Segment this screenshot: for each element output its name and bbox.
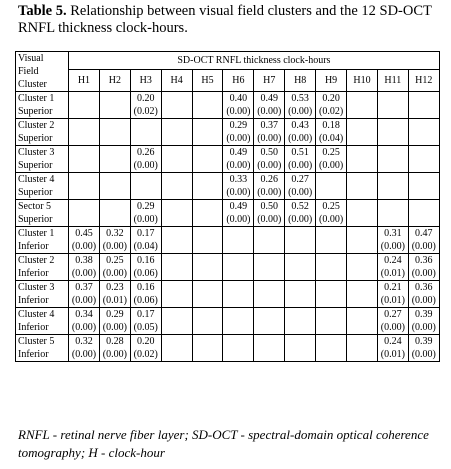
table-cell: 0.17 (0.05) <box>130 308 161 335</box>
table-cell <box>347 200 378 227</box>
table-cell <box>130 119 161 146</box>
row-label: Cluster 5 Inferior <box>16 335 69 362</box>
table-cell: 0.18 (0.04) <box>316 119 347 146</box>
table-row <box>16 335 440 362</box>
table-cell: 0.37 (0.00) <box>69 281 100 308</box>
table-row <box>16 200 440 227</box>
column-header: H8 <box>285 69 316 92</box>
table-cell: 0.49 (0.00) <box>223 200 254 227</box>
table-cell <box>347 254 378 281</box>
data-table <box>15 51 440 362</box>
table-cell <box>408 146 439 173</box>
table-cell <box>316 281 347 308</box>
table-cell <box>316 173 347 200</box>
table-caption <box>18 3 438 37</box>
table-cell <box>161 227 192 254</box>
table-cell <box>192 146 223 173</box>
row-label: Cluster 4 Inferior <box>16 308 69 335</box>
table-cell <box>285 308 316 335</box>
table-cell: 0.29 (0.00) <box>99 308 130 335</box>
table-cell <box>99 173 130 200</box>
table-cell: 0.32 (0.00) <box>69 335 100 362</box>
row-label: Cluster 1 Superior <box>16 92 69 119</box>
column-header: H6 <box>223 69 254 92</box>
table-cell: 0.16 (0.06) <box>130 254 161 281</box>
table-cell <box>192 308 223 335</box>
column-header: H11 <box>377 69 408 92</box>
table-cell <box>192 254 223 281</box>
table-cell <box>161 173 192 200</box>
table-cell: 0.32 (0.00) <box>99 227 130 254</box>
table-cell: 0.33 (0.00) <box>223 173 254 200</box>
table-cell: 0.52 (0.00) <box>285 200 316 227</box>
header-row-top <box>16 52 440 70</box>
table-cell <box>192 119 223 146</box>
table-cell <box>161 146 192 173</box>
table-cell: 0.36 (0.00) <box>408 281 439 308</box>
table-cell <box>377 146 408 173</box>
column-header: H4 <box>161 69 192 92</box>
table-cell <box>347 335 378 362</box>
table-cell <box>347 146 378 173</box>
table-cell <box>316 254 347 281</box>
table-cell <box>285 254 316 281</box>
caption-text: Relationship between visual field clusters and the 12 SD-OCT RNFL thickness clock-hours. <box>18 3 432 36</box>
table-cell <box>316 227 347 254</box>
table-cell <box>316 308 347 335</box>
table-cell: 0.49 (0.00) <box>223 146 254 173</box>
table-cell: 0.49 (0.00) <box>254 92 285 119</box>
column-header: H9 <box>316 69 347 92</box>
table-cell: 0.24 (0.01) <box>377 335 408 362</box>
table-cell <box>254 308 285 335</box>
table-cell <box>408 200 439 227</box>
table-cell <box>161 308 192 335</box>
table-cell: 0.26 (0.00) <box>254 173 285 200</box>
table-cell: 0.47 (0.00) <box>408 227 439 254</box>
table-cell: 0.23 (0.01) <box>99 281 130 308</box>
table-cell <box>192 335 223 362</box>
table-cell: 0.27 (0.00) <box>285 173 316 200</box>
row-label: Cluster 1 Inferior <box>16 227 69 254</box>
caption-label: Table 5. <box>18 3 67 19</box>
table-cell: 0.29 (0.00) <box>130 200 161 227</box>
table-cell <box>377 200 408 227</box>
table-cell: 0.28 (0.00) <box>99 335 130 362</box>
table-row <box>16 92 440 119</box>
table-cell: 0.25 (0.00) <box>316 200 347 227</box>
table-cell <box>408 173 439 200</box>
table-row <box>16 173 440 200</box>
table-cell: 0.51 (0.00) <box>285 146 316 173</box>
table-row <box>16 146 440 173</box>
table-cell <box>69 119 100 146</box>
table-cell <box>223 308 254 335</box>
row-label: Cluster 2 Inferior <box>16 254 69 281</box>
table-cell <box>254 254 285 281</box>
table-cell: 0.17 (0.04) <box>130 227 161 254</box>
table-cell <box>192 200 223 227</box>
table-cell: 0.39 (0.00) <box>408 335 439 362</box>
table-cell <box>161 335 192 362</box>
table-row <box>16 119 440 146</box>
table-cell <box>69 173 100 200</box>
column-header: H12 <box>408 69 439 92</box>
table-cell: 0.20 (0.02) <box>130 335 161 362</box>
table-row <box>16 308 440 335</box>
table-cell: 0.38 (0.00) <box>69 254 100 281</box>
table-cell: 0.27 (0.00) <box>377 308 408 335</box>
table-cell <box>377 119 408 146</box>
table-cell <box>161 254 192 281</box>
table-cell: 0.50 (0.00) <box>254 200 285 227</box>
table-cell <box>285 335 316 362</box>
table-cell: 0.20 (0.02) <box>316 92 347 119</box>
table-cell: 0.53 (0.00) <box>285 92 316 119</box>
table-cell <box>223 254 254 281</box>
table-cell: 0.37 (0.00) <box>254 119 285 146</box>
table-cell <box>69 146 100 173</box>
table-cell <box>254 227 285 254</box>
corner-header: Visual Field Cluster <box>16 52 69 92</box>
column-header: H2 <box>99 69 130 92</box>
table-cell: 0.36 (0.00) <box>408 254 439 281</box>
table-cell: 0.40 (0.00) <box>223 92 254 119</box>
column-header: H10 <box>347 69 378 92</box>
super-header: SD-OCT RNFL thickness clock-hours <box>69 52 440 70</box>
table-cell: 0.45 (0.00) <box>69 227 100 254</box>
table-cell <box>99 200 130 227</box>
table-cell <box>99 92 130 119</box>
table-cell <box>254 281 285 308</box>
table-cell: 0.16 (0.06) <box>130 281 161 308</box>
table-cell <box>99 119 130 146</box>
table-cell: 0.25 (0.00) <box>316 146 347 173</box>
table-cell <box>377 173 408 200</box>
table-cell: 0.43 (0.00) <box>285 119 316 146</box>
table-cell: 0.24 (0.01) <box>377 254 408 281</box>
table-cell <box>254 335 285 362</box>
row-label: Cluster 2 Superior <box>16 119 69 146</box>
table-cell: 0.26 (0.00) <box>130 146 161 173</box>
table-cell <box>161 200 192 227</box>
table-cell <box>347 281 378 308</box>
table-cell <box>285 227 316 254</box>
table-cell <box>161 92 192 119</box>
row-label: Cluster 4 Superior <box>16 173 69 200</box>
table-footnote: RNFL - retinal nerve fiber layer; SD-OCT - spectral-domain optical coherence tomography; H - clock-hour <box>18 427 429 460</box>
table-cell <box>223 227 254 254</box>
table-cell <box>192 227 223 254</box>
table-cell: 0.34 (0.00) <box>69 308 100 335</box>
table-cell: 0.29 (0.00) <box>223 119 254 146</box>
table-cell <box>408 119 439 146</box>
table-row <box>16 254 440 281</box>
table-row <box>16 227 440 254</box>
row-label: Cluster 3 Inferior <box>16 281 69 308</box>
table-cell <box>99 146 130 173</box>
table-cell <box>192 281 223 308</box>
table-cell <box>285 281 316 308</box>
table-cell <box>161 281 192 308</box>
table-row <box>16 281 440 308</box>
table-cell <box>192 173 223 200</box>
table-cell <box>69 92 100 119</box>
table-cell <box>377 92 408 119</box>
column-header: H7 <box>254 69 285 92</box>
table-cell <box>161 119 192 146</box>
table-cell <box>347 119 378 146</box>
table-cell <box>69 200 100 227</box>
table-cell <box>223 281 254 308</box>
table-cell <box>347 308 378 335</box>
table-cell <box>347 227 378 254</box>
row-label: Sector 5 Superior <box>16 200 69 227</box>
table-cell: 0.25 (0.00) <box>99 254 130 281</box>
table-cell <box>192 92 223 119</box>
row-label: Cluster 3 Superior <box>16 146 69 173</box>
table-cell: 0.21 (0.01) <box>377 281 408 308</box>
table-cell: 0.20 (0.02) <box>130 92 161 119</box>
column-header: H1 <box>69 69 100 92</box>
table-cell: 0.31 (0.00) <box>377 227 408 254</box>
table-cell <box>408 92 439 119</box>
table-cell <box>223 335 254 362</box>
table-cell <box>347 173 378 200</box>
column-header: H3 <box>130 69 161 92</box>
table-cell <box>130 173 161 200</box>
table-cell <box>316 335 347 362</box>
table-body <box>16 92 440 362</box>
table-cell <box>347 92 378 119</box>
table-cell: 0.39 (0.00) <box>408 308 439 335</box>
column-header: H5 <box>192 69 223 92</box>
table-cell: 0.50 (0.00) <box>254 146 285 173</box>
column-header-row <box>16 69 440 92</box>
